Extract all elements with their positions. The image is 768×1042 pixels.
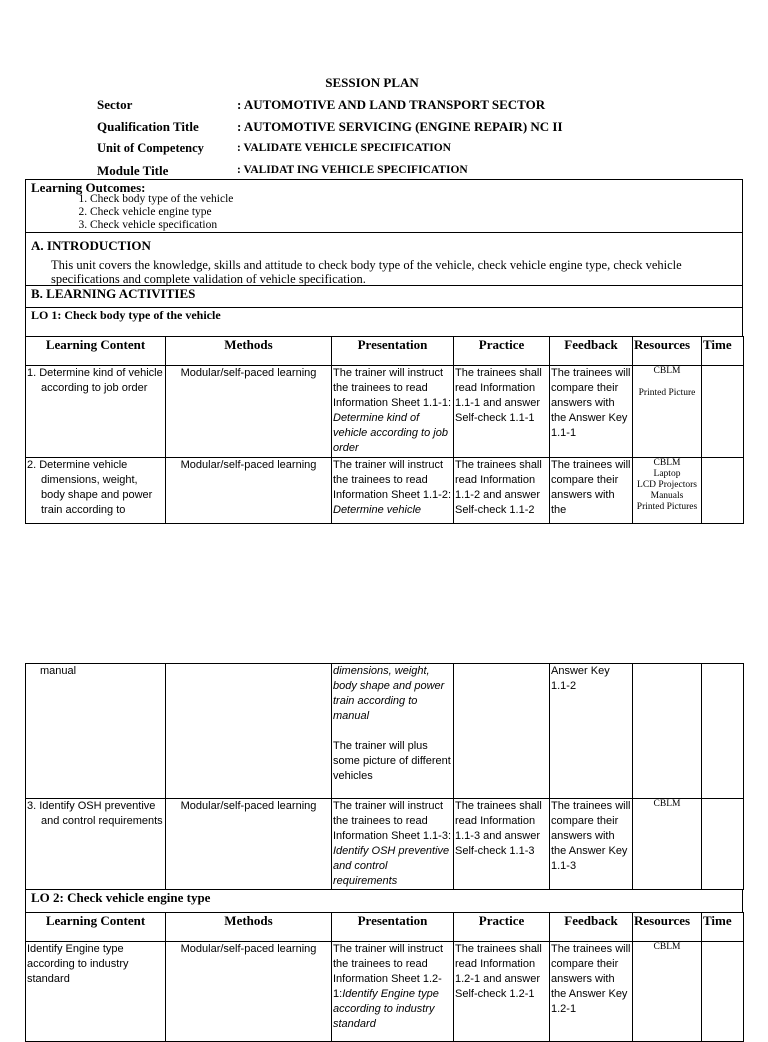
presentation-italic-text: Determine vehicle [333, 504, 422, 516]
resources-cell [633, 366, 702, 458]
col-header-presentation: Presentation [332, 913, 454, 942]
presentation-text: The trainer will instruct the trainees to read Information Sheet 1.2-1: [333, 943, 444, 1000]
practice-cell: The trainees shall read Information 1.1-1 and answer Self-check 1.1-1 [454, 366, 550, 458]
feedback-cell: The trainees will compare their answers with the Answer Key 1.1-3 [550, 799, 633, 890]
col-header-learning-content: Learning Content [26, 913, 166, 942]
lo2-table [25, 912, 744, 1042]
practice-cell: The trainees shall read Information 1.1-2 and answer Self-check 1.1-2 [454, 458, 550, 524]
learning-content-cell: manual [26, 664, 166, 799]
list-item: 2. Check vehicle engine type [90, 206, 233, 219]
resource-item: CBLM [653, 799, 681, 809]
feedback-cell: The trainees will compare their answers with the Answer Key 1.2-1 [550, 942, 633, 1042]
learning-outcomes-box [25, 179, 743, 233]
learning-content-cell: 2. Determine vehicle dimensions, weight, body shape and power train according to [26, 458, 166, 524]
presentation-italic-text: Identify OSH preventive and control requirements [333, 845, 450, 887]
presentation-italic-text: dimensions, weight, body shape and power train according to manual [333, 665, 445, 722]
methods-cell: Modular/self-paced learning [166, 942, 332, 1042]
header-value: : AUTOMOTIVE SERVICING (ENGINE REPAIR) NC II [237, 119, 563, 134]
col-header-methods: Methods [166, 337, 332, 366]
lo2-box [25, 889, 743, 913]
col-header-practice: Practice [454, 337, 550, 366]
resource-item: Printed Pictures [636, 502, 698, 512]
table-header-row [26, 913, 744, 942]
learning-content-cell: 3. Identify OSH preventive and control requirements [26, 799, 166, 890]
feedback-cell: The trainees will compare their answers with the [550, 458, 633, 524]
table-header-row [26, 337, 744, 366]
table-row [26, 458, 744, 524]
learning-activities-box [25, 285, 743, 308]
col-header-time: Time [702, 337, 744, 366]
presentation-text: The trainer will instruct the trainees to read Information Sheet 1.1-1: [333, 367, 452, 409]
col-header-learning-content: Learning Content [26, 337, 166, 366]
resources-cell [633, 458, 702, 524]
time-cell [702, 366, 744, 458]
resources-cell [633, 942, 702, 1042]
resource-item: LCD Projectors [637, 480, 697, 490]
list-item: 1. Check body type of the vehicle [90, 193, 233, 206]
feedback-cell: Answer Key 1.1-2 [550, 664, 633, 799]
presentation-italic-text: Determine kind of vehicle according to job order [333, 412, 448, 454]
resource-item: CBLM [653, 458, 681, 468]
practice-cell [454, 664, 550, 799]
col-header-methods: Methods [166, 913, 332, 942]
presentation-italic-text: Identify Engine type according to industry standard [333, 988, 439, 1030]
methods-cell: Modular/self-paced learning [166, 799, 332, 890]
practice-cell: The trainees shall read Information 1.2-1 and answer Self-check 1.2-1 [454, 942, 550, 1042]
col-header-presentation: Presentation [332, 337, 454, 366]
presentation-cell [332, 664, 454, 799]
col-header-resources: Resources [633, 337, 702, 366]
resources-cell [633, 799, 702, 890]
presentation-cell [332, 458, 454, 524]
col-header-resources: Resources [633, 913, 702, 942]
time-cell [702, 458, 744, 524]
table-row [26, 664, 744, 799]
header-key: Module Title [97, 163, 169, 178]
introduction-box [25, 232, 743, 286]
presentation-cell [332, 366, 454, 458]
lo1-box [25, 307, 743, 337]
lo1-table [25, 336, 744, 524]
resource-item [634, 377, 700, 388]
session-plan-title: SESSION PLAN [325, 75, 419, 90]
resource-item: Printed Picture [638, 388, 696, 398]
learning-content-cell: 1. Determine kind of vehicle according to job order [26, 366, 166, 458]
resource-item: CBLM [653, 366, 681, 376]
methods-cell: Modular/self-paced learning [166, 458, 332, 524]
practice-cell: The trainees shall read Information 1.1-3 and answer Self-check 1.1-3 [454, 799, 550, 890]
header-key: Sector [97, 97, 133, 112]
col-header-time: Time [702, 913, 744, 942]
resource-item: Manuals [650, 491, 684, 501]
learning-outcomes-heading: Learning Outcomes: [31, 180, 146, 195]
time-cell [702, 942, 744, 1042]
presentation-cell [332, 799, 454, 890]
header-value: : VALIDAT ING VEHICLE SPECIFICATION [237, 164, 468, 176]
list-item: 3. Check vehicle specification [90, 219, 233, 232]
lo1-heading: LO 1: Check body type of the vehicle [31, 308, 221, 322]
presentation-text: The trainer will instruct the trainees to read Information Sheet 1.1-2: [333, 459, 452, 501]
resources-cell [633, 664, 702, 799]
col-header-feedback: Feedback [550, 337, 633, 366]
lo2-heading: LO 2: Check vehicle engine type [31, 890, 211, 905]
table-row [26, 366, 744, 458]
continued-table [25, 663, 744, 890]
time-cell [702, 664, 744, 799]
table-row [26, 799, 744, 890]
learning-content-cell: Identify Engine type according to industry standard [26, 942, 166, 1042]
header-key: Qualification Title [97, 119, 199, 134]
feedback-cell: The trainees will compare their answers with the Answer Key 1.1-1 [550, 366, 633, 458]
header-key: Unit of Competency [97, 141, 204, 155]
header-value: : AUTOMOTIVE AND LAND TRANSPORT SECTOR [237, 97, 546, 112]
methods-cell: Modular/self-paced learning [166, 366, 332, 458]
table-row [26, 942, 744, 1042]
col-header-feedback: Feedback [550, 913, 633, 942]
introduction-text: This unit covers the knowledge, skills and attitude to check body type of the vehicle, check vehicle engine type, check vehicle specifications and complete validation of vehicle specification. [51, 258, 682, 286]
learning-outcomes-list [64, 193, 233, 232]
time-cell [702, 799, 744, 890]
introduction-heading: A. INTRODUCTION [31, 238, 151, 253]
presentation-text: The trainer will instruct the trainees to read Information Sheet 1.1-3: [333, 800, 452, 842]
presentation-extra-text: The trainer will plus some picture of different vehicles [333, 740, 451, 782]
header-value: : VALIDATE VEHICLE SPECIFICATION [237, 142, 451, 154]
methods-cell [166, 664, 332, 799]
learning-activities-heading: B. LEARNING ACTIVITIES [31, 286, 196, 301]
presentation-cell [332, 942, 454, 1042]
resource-item: CBLM [653, 942, 681, 952]
resource-item: Laptop [653, 469, 681, 479]
col-header-practice: Practice [454, 913, 550, 942]
